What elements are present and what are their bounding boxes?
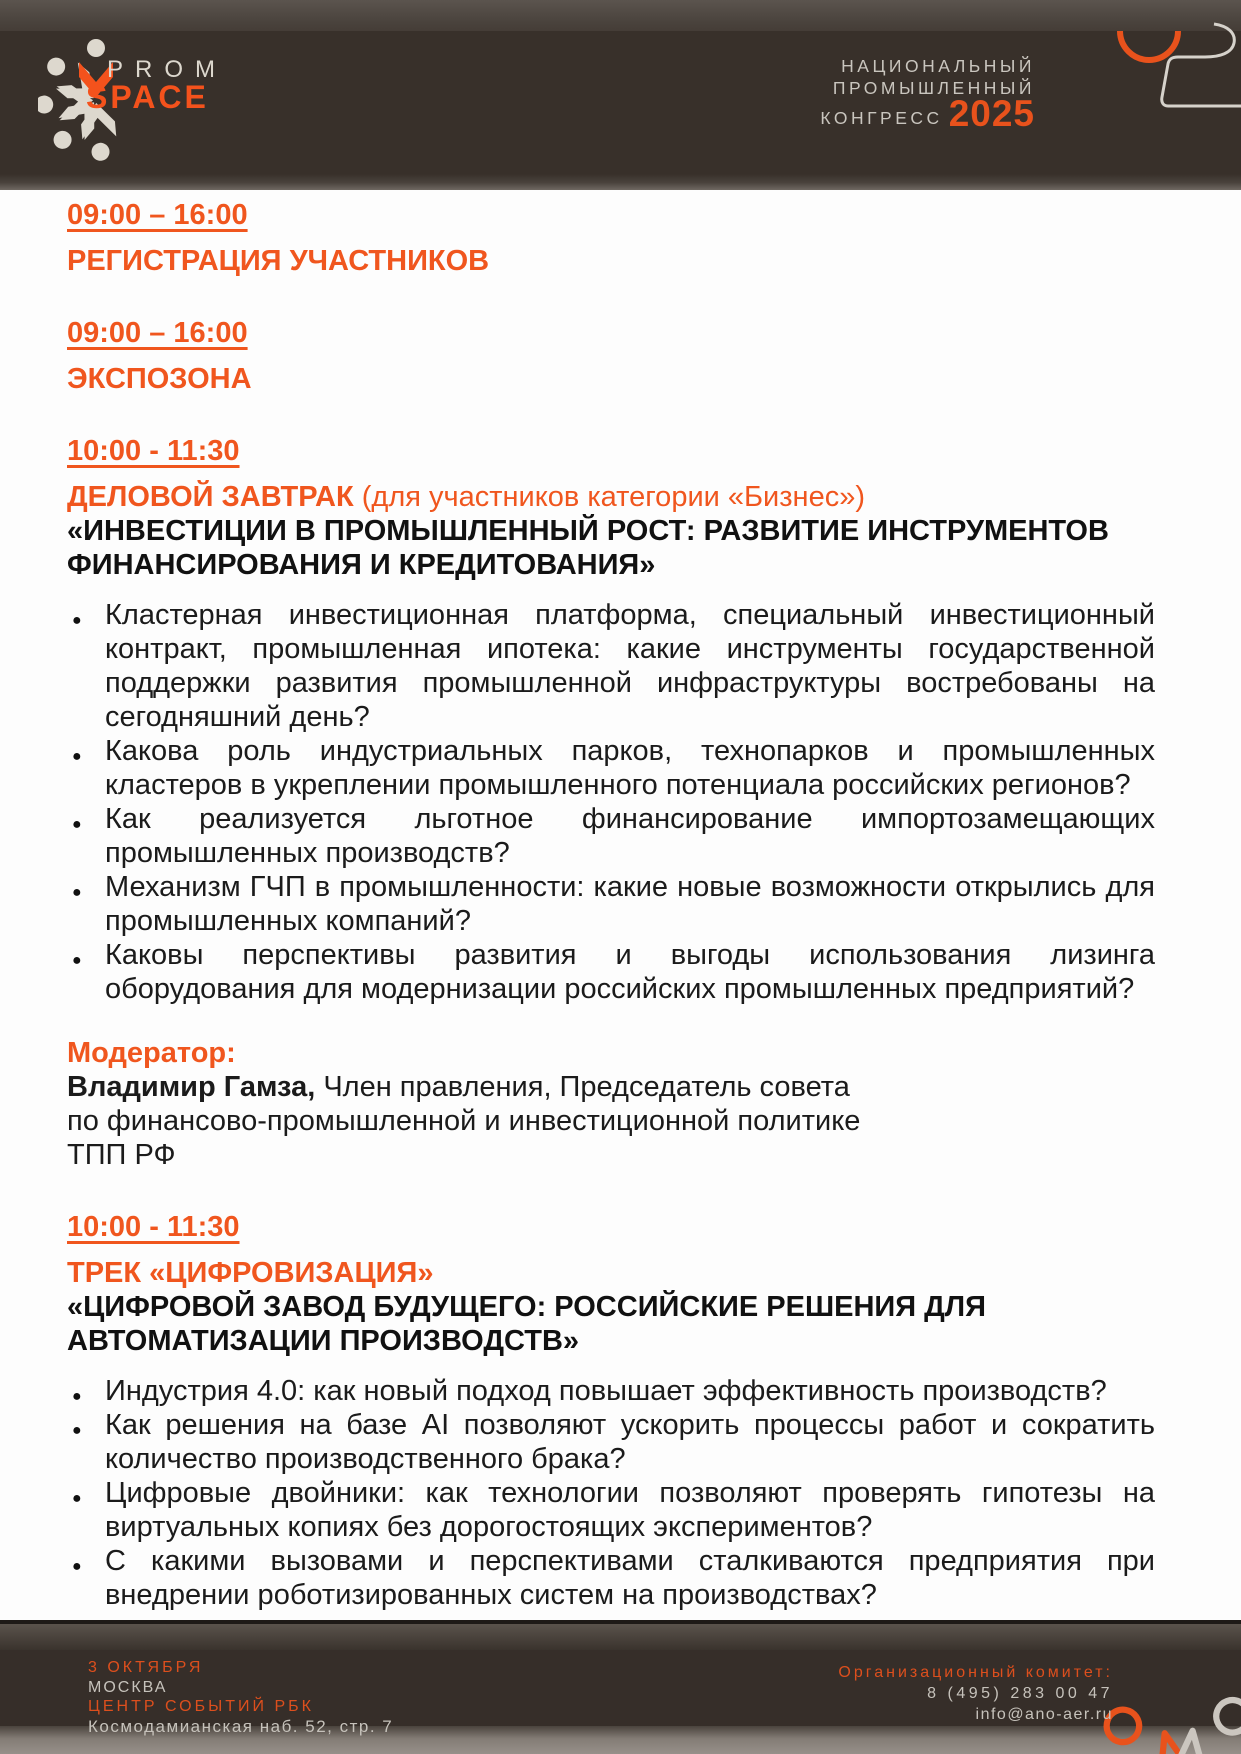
committee-phone: 8 (495) 283 00 47 <box>927 1685 1113 1703</box>
committee-email-link[interactable]: info@ano-aer.ru <box>975 1706 1113 1724</box>
session-heading: «ИНВЕСТИЦИИ В ПРОМЫШЛЕННЫЙ РОСТ: РАЗВИТИЕ ИНСТРУМЕНТОВ ФИНАНСИРОВАНИЯ И КРЕДИТОВАНИЯ» <box>67 515 1109 581</box>
session-time: 09:00 – 16:00 <box>67 199 248 231</box>
congress-line-2: ПРОМЫШЛЕННЫЙ <box>832 77 1035 98</box>
bullet-item: ● Каковы перспективы развития и выгоды использования лизинга оборудования для модернизации российских промышленных предприятий? <box>67 938 1155 1006</box>
session-digitalization <box>67 1210 1155 1612</box>
session-title: ЭКСПОЗОНА <box>67 363 252 395</box>
moderator-line <box>67 1070 867 1172</box>
moderator-name: Владимир Гамза, <box>67 1071 316 1103</box>
committee-label: Организационный комитет: <box>838 1664 1113 1681</box>
program-content <box>67 190 1155 1612</box>
event-address: Космодамианская наб. 52, стр. 7 <box>88 1717 394 1737</box>
session-registration <box>67 198 1155 278</box>
footer <box>0 1620 1241 1754</box>
session-time: 10:00 - 11:30 <box>67 435 240 467</box>
orange-arc-icon <box>1120 31 1178 60</box>
session-track-line <box>67 1256 1155 1290</box>
bullet-list <box>67 1374 1155 1612</box>
footer-top-fade <box>0 1624 1241 1650</box>
bullet-item: ● Индустрия 4.0: как новый подход повышает эффективность производств? <box>67 1374 1155 1408</box>
event-city: МОСКВА <box>88 1678 168 1696</box>
congress-line-1: НАЦИОНАЛЬНЫЙ <box>841 56 1035 76</box>
congress-line-3: КОНГРЕСС <box>820 108 943 129</box>
brand-space-text: SPACE <box>86 79 209 115</box>
congress-year: 2025 <box>948 93 1035 135</box>
event-date: 3 ОКТЯБРЯ <box>88 1659 204 1676</box>
header <box>0 0 1241 190</box>
header-bottom-fade <box>0 174 1241 190</box>
session-time: 09:00 – 16:00 <box>67 317 248 349</box>
bullet-item: ● Кластерная инвестиционная платформа, специальный инвестиционный контракт, промышленная ипотека: какие инструменты государственной поддержки развития промышленной инфраструктуры востребованы на сегодняшний день? <box>67 598 1155 734</box>
moderator-label: Модератор: <box>67 1037 236 1069</box>
bullet-item: ● Какова роль индустриальных парков, технопарков и промышленных кластеров в укреплении промышленного потенциала российских регионов? <box>67 734 1155 802</box>
session-heading: «ЦИФРОВОЙ ЗАВОД БУДУЩЕГО: РОССИЙСКИЕ РЕШЕНИЯ ДЛЯ АВТОМАТИЗАЦИИ ПРОИЗВОДСТВ» <box>67 1291 986 1357</box>
session-track-note: (для участников категории «Бизнес») <box>353 481 865 513</box>
session-track-line <box>67 480 1155 514</box>
session-track: ТРЕК «ЦИФРОВИЗАЦИЯ» <box>67 1257 434 1289</box>
numeral-2-outline-icon <box>1000 0 1241 190</box>
bullet-item: ● Как реализуется льготное финансирование импортозамещающих промышленных производств? <box>67 802 1155 870</box>
committee-block <box>838 1662 1113 1725</box>
brand-prom-text: PROM <box>107 56 227 83</box>
bullet-item: ● Цифровые двойники: как технологии позволяют проверять гипотезы на виртуальных копиях без дорогостоящих экспериментов? <box>67 1476 1155 1544</box>
moderator-block <box>67 1036 1155 1172</box>
footer-main <box>0 1650 1241 1737</box>
session-expo <box>67 316 1155 396</box>
bullet-item: ● Как решения на базе AI позволяют ускорить процессы работ и сократить количество производственного брака? <box>67 1408 1155 1476</box>
session-title: РЕГИСТРАЦИЯ УЧАСТНИКОВ <box>67 245 490 277</box>
event-info-block <box>88 1658 393 1738</box>
session-business-breakfast <box>67 434 1155 1172</box>
moderator-role: Член правления, Председатель совета по финансово-промышленной и инвестиционной политике ТПП РФ <box>67 1071 861 1171</box>
session-time: 10:00 - 11:30 <box>67 1211 240 1243</box>
bullet-item: ● С какими вызовами и перспективами сталкиваются предприятия при внедрении роботизированных систем на производствах? <box>67 1544 1155 1612</box>
event-venue: ЦЕНТР СОБЫТИЙ РБК <box>88 1698 314 1716</box>
bullet-item: ● Механизм ГЧП в промышленности: какие новые возможности открылись для промышленных компаний? <box>67 870 1155 938</box>
session-track: ДЕЛОВОЙ ЗАВТРАК <box>67 481 354 513</box>
bullet-list <box>67 598 1155 1006</box>
